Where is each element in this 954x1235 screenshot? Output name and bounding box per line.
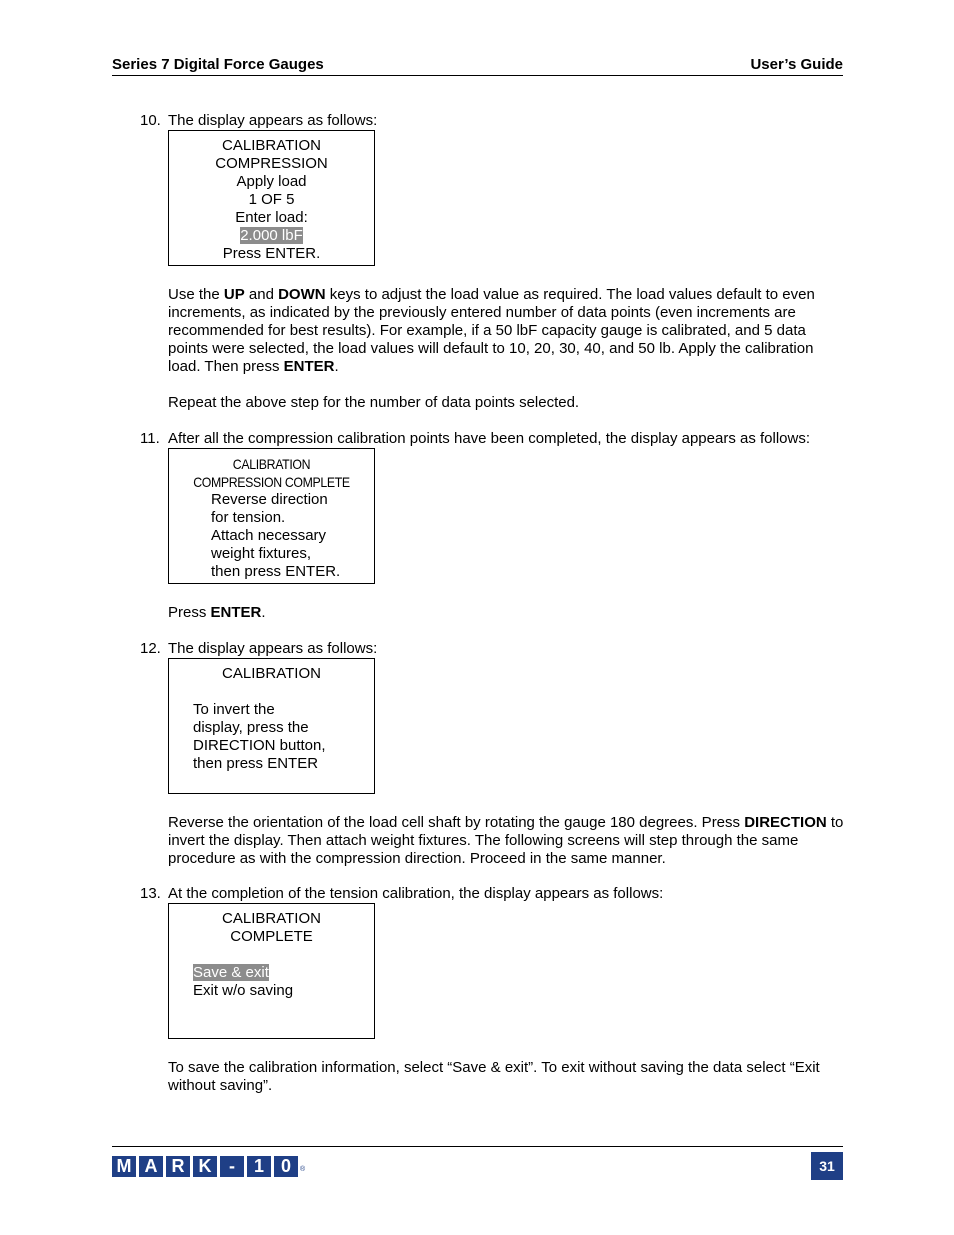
step-10-repeat-note: Repeat the above step for the number of data points selected. <box>168 394 580 411</box>
step-10 <box>140 112 377 130</box>
step-13 <box>140 885 663 903</box>
enter-key-label: ENTER <box>283 358 335 375</box>
display-line: then press ENTER <box>193 755 319 772</box>
footer-divider <box>112 1146 843 1147</box>
display-screen-4 <box>168 903 375 1039</box>
display-line: Reverse direction <box>211 491 328 508</box>
display-line: Apply load <box>236 173 307 190</box>
display-line: DIRECTION button, <box>193 737 326 754</box>
display-line: COMPRESSION COMPLETE <box>193 474 350 490</box>
up-key-label: UP <box>223 286 245 303</box>
step-text: The display appears as follows: <box>168 112 378 129</box>
down-key-label: DOWN <box>278 286 326 303</box>
display-line: To invert the <box>193 701 275 718</box>
display-line: CALIBRATION <box>222 137 321 154</box>
display-line: CALIBRATION <box>222 910 321 927</box>
header-title: Series 7 Digital Force Gauges <box>112 56 324 73</box>
step-12 <box>140 640 377 658</box>
step-text: The display appears as follows: <box>168 640 378 657</box>
step-text: At the completion of the tension calibration, the display appears as follows: <box>168 885 664 902</box>
display-highlighted-option: Save & exit <box>193 964 269 981</box>
display-line: Exit w/o saving <box>193 982 294 999</box>
display-line: CALIBRATION <box>222 665 321 682</box>
page-number: 31 <box>811 1152 843 1180</box>
display-line: Enter load: <box>235 209 308 226</box>
display-line: CALIBRATION <box>232 456 311 472</box>
page-header <box>112 56 843 76</box>
logo-letter: M <box>112 1156 136 1177</box>
step-10-instructions: Use the UP and DOWN keys to adjust the load value as required. The load values default to even increments, as indicated by the previously entered number of data points (even increments are recommended for best results). For example, if a 50 lbF capacity gauge is calibrated, and 5 data points were selected, the load values will default to 10, 20, 30, 40, and 50 lb. Apply the calibration load. Then press ENTER. <box>168 286 815 375</box>
step-number: 11. <box>140 430 160 447</box>
step-number: 10. <box>140 112 161 129</box>
direction-key-label: DIRECTION <box>744 814 827 831</box>
step-12-instructions: Reverse the orientation of the load cell shaft by rotating the gauge 180 degrees. Press DIRECTION to invert the display. Then attach weight fixtures. The following screens will step through the same procedure as with the compression direction. Proceed in the same manner. <box>168 814 844 867</box>
display-line: Press ENTER. <box>222 245 321 262</box>
logo-letter: 1 <box>247 1156 271 1177</box>
display-highlighted-value: 2.000 lbF <box>240 227 303 244</box>
step-number: 13. <box>140 885 161 902</box>
logo-letter: A <box>139 1156 163 1177</box>
logo-letter: R <box>166 1156 190 1177</box>
display-line: display, press the <box>193 719 309 736</box>
display-line: Attach necessary <box>211 527 327 544</box>
display-screen-1 <box>168 130 375 266</box>
registered-mark-icon: ® <box>300 1166 306 1173</box>
display-line: weight fixtures, <box>211 545 312 562</box>
step-11 <box>140 430 810 448</box>
display-screen-2 <box>168 448 375 584</box>
logo-letter: K <box>193 1156 217 1177</box>
step-text: After all the compression calibration points have been completed, the display appears as follows: <box>168 430 811 447</box>
step-11-instructions: Press ENTER. <box>168 604 266 621</box>
display-line: COMPRESSION <box>215 155 328 172</box>
step-number: 12. <box>140 640 161 657</box>
display-line: then press ENTER. <box>211 563 341 580</box>
display-line: COMPLETE <box>230 928 313 945</box>
display-line: 1 OF 5 <box>248 191 295 208</box>
step-13-instructions: To save the calibration information, select “Save & exit”. To exit without saving the data select “Exit without saving”. <box>168 1059 820 1094</box>
logo-letter: - <box>220 1156 244 1177</box>
display-line: for tension. <box>211 509 286 526</box>
header-guide: User’s Guide <box>750 56 843 73</box>
enter-key-label: ENTER <box>210 604 262 621</box>
display-screen-3 <box>168 658 375 794</box>
logo-letter: 0 <box>274 1156 298 1177</box>
